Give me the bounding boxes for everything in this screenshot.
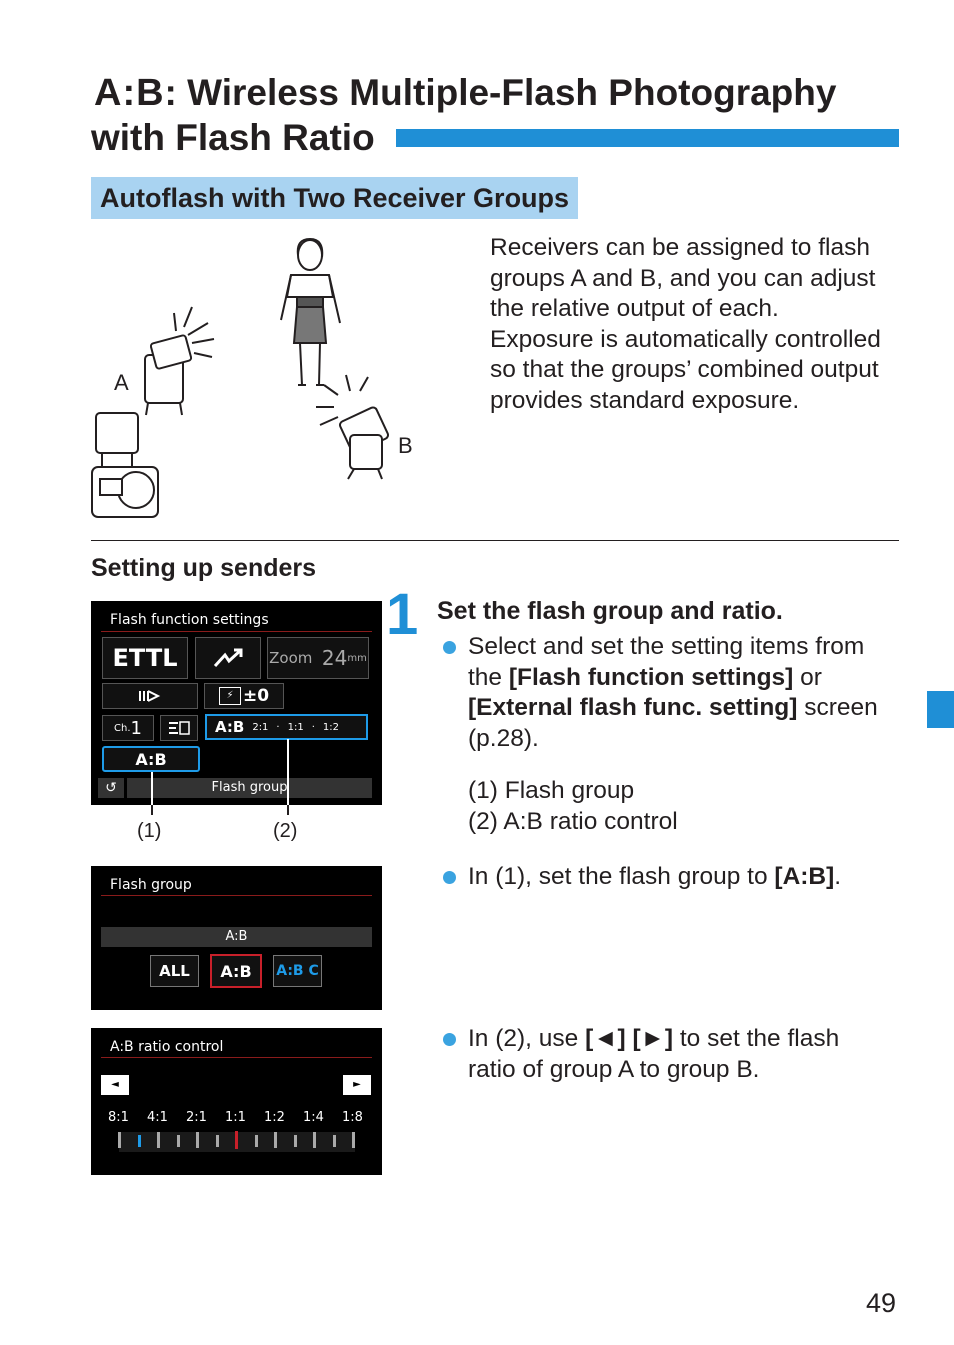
bullet-dot (443, 641, 456, 654)
option-abc[interactable]: A:B C (273, 955, 322, 987)
scale-tick (274, 1132, 277, 1148)
bullet-1-line2 (468, 663, 913, 694)
bullet-2 (443, 862, 913, 893)
flash-function-settings-screen (91, 601, 382, 805)
ratio-dot: · (311, 721, 315, 733)
bullet-3-line: ratio of group A to group B. (468, 1055, 760, 1083)
ratio-label: 8:1 (108, 1110, 129, 1125)
label-a: A (114, 370, 129, 395)
text-run: In (2), use (468, 1025, 586, 1052)
ettl-mode-button[interactable]: ETTL (102, 637, 188, 679)
ratio-mark: 1:1 (287, 721, 304, 733)
desc-line: the relative output of each. (490, 295, 779, 322)
ratio-label: 1:1 (225, 1110, 246, 1125)
desc-line: Receivers can be assigned to flash (490, 234, 870, 261)
section-description (490, 233, 910, 416)
screen-title-line (101, 631, 372, 632)
ab-ratio-control-screen (91, 1028, 382, 1175)
fec-value: ±0 (242, 686, 270, 706)
text-run: In (1), set the flash group to (468, 863, 775, 890)
desc-line: so that the groups’ combined output (490, 356, 879, 383)
ratio-label: 2:1 (186, 1110, 207, 1125)
flash-group-screen (91, 866, 382, 1010)
flash-setup-illustration (88, 235, 428, 530)
scale-tick (333, 1135, 336, 1147)
desc-line: provides standard exposure. (490, 386, 800, 414)
section-heading: Autoflash with Two Receiver Groups (91, 177, 578, 219)
screen-title: Flash group (110, 877, 192, 893)
scale-tick (177, 1135, 180, 1147)
desc-line: Exposure is automatically controlled (490, 325, 881, 353)
ratio-label: 1:4 (303, 1110, 324, 1125)
channel-value: 1 (130, 717, 142, 739)
bullet-1-line: Select and set the setting items from (468, 633, 865, 660)
text-run: the (468, 663, 509, 691)
flash-exposure-icon-button[interactable] (160, 715, 198, 741)
callout-line-1-ext (151, 805, 153, 815)
callout-line-2-ext (287, 805, 289, 815)
bullet-1-line: (p.28). (468, 724, 539, 752)
screen-title-line (101, 895, 372, 896)
screen-title: Flash function settings (110, 612, 269, 628)
channel-prefix: Ch. (114, 722, 131, 734)
scale-tick (255, 1135, 258, 1147)
option-ab[interactable]: A:B (210, 954, 262, 988)
bullet-dot (443, 1033, 456, 1046)
title-line1: : Wireless Multiple-Flash Photography (164, 72, 837, 113)
high-speed-sync-icon (138, 689, 162, 703)
scale-tick (118, 1132, 121, 1148)
text-run: . (834, 863, 842, 890)
ratio-label: 4:1 (147, 1110, 168, 1125)
scale-tick (294, 1135, 297, 1147)
wireless-icon-button[interactable] (195, 637, 261, 679)
legend-item: (2) A:B ratio control (468, 807, 678, 835)
menu-ref: [External flash func. setting] (468, 694, 798, 721)
page-number: 49 (866, 1288, 897, 1318)
scale-tick (216, 1135, 219, 1147)
scale-tick (157, 1132, 160, 1148)
wireless-flash-icon (212, 647, 244, 669)
ab-symbol: [A:B] (774, 863, 835, 890)
scale-tick-group-a (138, 1135, 141, 1147)
desc-line: groups A and B, and you can adjust (490, 264, 876, 292)
step-number: 1 (386, 582, 419, 647)
label-b: B (398, 433, 413, 458)
scale-cursor[interactable] (235, 1131, 238, 1149)
right-arrow-button[interactable]: ► (343, 1075, 371, 1095)
menu-ref: [Flash function settings] (508, 663, 794, 691)
zoom-label: Zoom (269, 649, 313, 667)
zoom-value: 24 (321, 646, 348, 670)
flash-group-fec-icon (166, 719, 192, 737)
bullet-dot (443, 871, 456, 884)
legend-item: (1) Flash group (468, 777, 635, 804)
ratio-label: 1:2 (264, 1110, 285, 1125)
fec-button[interactable] (204, 683, 284, 709)
left-arrow-button[interactable]: ◄ (101, 1075, 129, 1095)
subheading: Setting up senders (91, 554, 317, 582)
text-run: or (793, 663, 822, 691)
ratio-mark: 2:1 (252, 721, 269, 733)
screen-title: A:B ratio control (110, 1039, 224, 1055)
channel-button[interactable] (102, 715, 154, 741)
zoom-unit: mm (347, 652, 367, 664)
title-bar (396, 129, 899, 147)
callout-label-1: (1) (137, 820, 162, 842)
text-run: to set the flash (673, 1025, 840, 1052)
ratio-label: 1:8 (342, 1110, 363, 1125)
ratio-group: A:B (215, 718, 245, 736)
screen-hint: Flash group (127, 778, 372, 798)
screen-title-line (101, 1057, 372, 1058)
scale-tick (352, 1132, 355, 1148)
step-heading: Set the flash group and ratio. (437, 597, 783, 625)
callout-legend (468, 776, 678, 837)
bullet-1 (443, 632, 913, 754)
section-divider (91, 540, 899, 541)
ab-mode-icon: A:B (94, 72, 165, 114)
title-line2: with Flash Ratio (91, 117, 375, 158)
bullet-3 (443, 1024, 913, 1085)
text-run: screen (797, 694, 878, 721)
bullet-1-line3 (468, 693, 913, 724)
current-group: A:B (101, 927, 372, 947)
ratio-mark: 1:2 (322, 721, 339, 733)
arrow-keys: [◄] [►] (585, 1025, 674, 1052)
flash-group-button[interactable]: A:B (102, 746, 200, 772)
callout-label-2: (2) (273, 820, 298, 842)
ratio-dot: · (276, 721, 280, 733)
scale-tick (196, 1132, 199, 1148)
scale-tick (313, 1132, 316, 1148)
option-all[interactable]: ALL (150, 955, 199, 987)
chapter-tab (927, 691, 954, 728)
sync-mode-button[interactable] (102, 683, 198, 709)
return-icon[interactable]: ↺ (98, 778, 124, 798)
ab-ratio-button[interactable] (205, 714, 368, 740)
page-title (94, 71, 836, 115)
fec-icon: ⚡ (219, 687, 241, 705)
zoom-button[interactable] (267, 637, 369, 679)
